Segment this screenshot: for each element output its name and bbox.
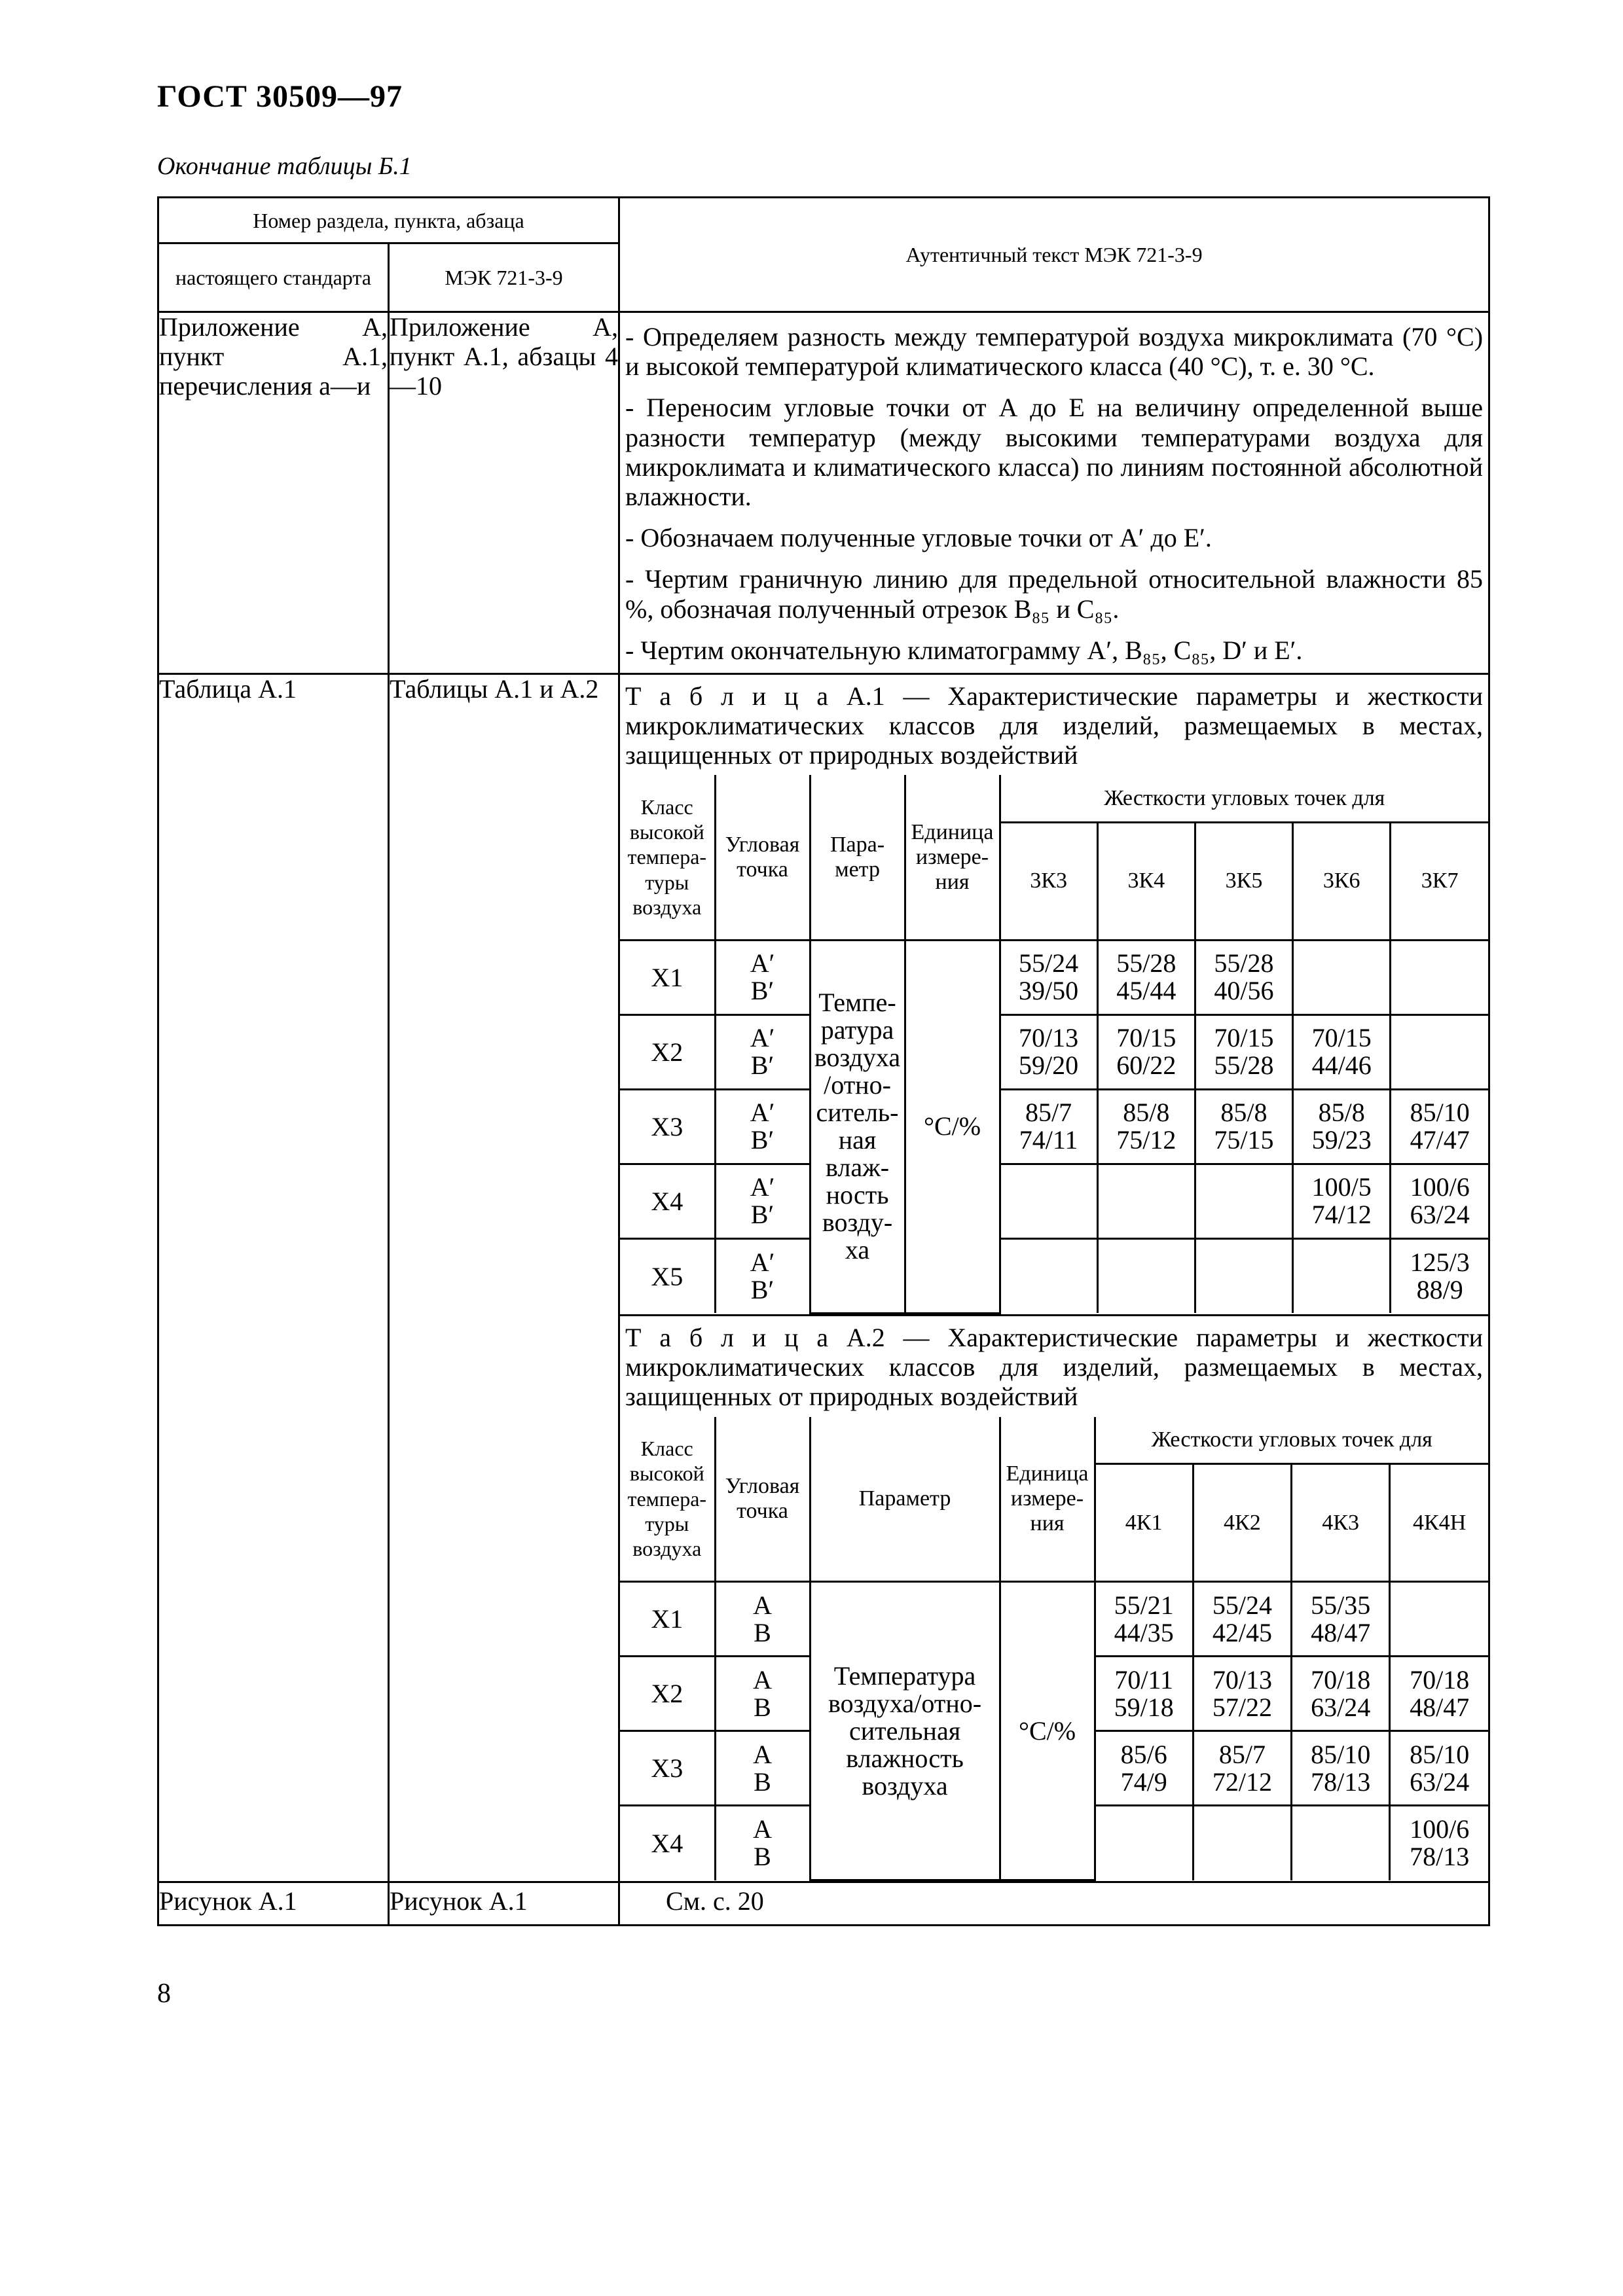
- a1-cell: [1000, 1164, 1097, 1238]
- a1-cell: [1097, 1164, 1195, 1238]
- a1-cell: 70/13 59/20: [1000, 1014, 1097, 1089]
- a2-param-header: Параметр: [810, 1417, 1000, 1582]
- a1-cell: 85/8 59/23: [1293, 1089, 1391, 1164]
- table-a1: [620, 775, 1488, 1314]
- a2-cell: [1193, 1806, 1291, 1880]
- paragraph: - Чертим граничную линию для предельной относительной влажности 85 %, обозначая полученный отрезок B₈₅ и C₈₅.: [625, 564, 1484, 624]
- table-row: [620, 1238, 1488, 1313]
- a1-row-points: A′ B′: [715, 940, 810, 1014]
- a2-cell: 70/11 59/18: [1095, 1657, 1193, 1731]
- row1-text: [619, 312, 1489, 674]
- a2-cell: 70/18 63/24: [1292, 1657, 1390, 1731]
- a2-cell: 85/7 72/12: [1193, 1731, 1291, 1806]
- a1-cell: 85/8 75/15: [1195, 1089, 1292, 1164]
- a1-cell: [1391, 1014, 1488, 1089]
- a1-cell: 55/28 40/56: [1195, 940, 1292, 1014]
- table-row: [620, 1582, 1488, 1657]
- a2-row-points: A B: [715, 1582, 810, 1657]
- a1-cell: 55/24 39/50: [1000, 940, 1097, 1014]
- a1-class-3k4: 3К4: [1097, 822, 1195, 940]
- a1-unit-header: Единица измере-ния: [905, 775, 1000, 940]
- a1-cell: 55/28 45/44: [1097, 940, 1195, 1014]
- a1-row-class: X5: [620, 1238, 715, 1313]
- row2-text: [619, 673, 1489, 1882]
- a1-cell: [1000, 1238, 1097, 1313]
- header-section-number: Номер раздела, пункта, абзаца: [158, 198, 619, 243]
- a1-cell: [1391, 940, 1488, 1014]
- a1-unit-value: °С/%: [905, 940, 1000, 1313]
- a2-unit-header: Единица измере-ния: [1000, 1417, 1095, 1582]
- a2-cell: [1292, 1806, 1390, 1880]
- table-row: [620, 1164, 1488, 1238]
- row2-iec: Таблицы А.1 и А.2: [389, 673, 619, 1882]
- a2-row-points: A B: [715, 1657, 810, 1731]
- a2-cell: [1095, 1806, 1193, 1880]
- a2-cell: 85/10 78/13: [1292, 1731, 1390, 1806]
- a1-class-3k7: 3К7: [1391, 822, 1488, 940]
- paragraph: - Обозначаем полученные угловые точки от А′ до Е′.: [625, 523, 1212, 553]
- page-number: 8: [157, 1979, 171, 2009]
- a1-row-points: A′ B′: [715, 1014, 810, 1089]
- row1-this-standard: Приложение А, пункт А.1, перечисления а—и: [158, 312, 389, 674]
- a1-cell: [1293, 940, 1391, 1014]
- a1-cell: [1293, 1238, 1391, 1313]
- a2-class-4k3: 4К3: [1292, 1464, 1390, 1582]
- a1-class-3k5: 3К5: [1195, 822, 1292, 940]
- header-iec: МЭК 721-3-9: [389, 243, 619, 312]
- a1-row-points: A′ B′: [715, 1164, 810, 1238]
- a1-row-class: X4: [620, 1164, 715, 1238]
- a1-row-class: X1: [620, 940, 715, 1014]
- a2-class-4k4h: 4К4Н: [1390, 1464, 1488, 1582]
- a1-cell: [1195, 1238, 1292, 1313]
- a2-cell: 55/35 48/47: [1292, 1582, 1390, 1657]
- a2-point-header: Угловая точка: [715, 1417, 810, 1582]
- a1-cell: 70/15 55/28: [1195, 1014, 1292, 1089]
- a2-cell: [1390, 1582, 1488, 1657]
- a1-row-points: A′ B′: [715, 1238, 810, 1313]
- table-a2: [620, 1417, 1488, 1882]
- a2-row-points: A B: [715, 1806, 810, 1880]
- row3-text: См. с. 20: [619, 1882, 1489, 1926]
- a2-row-class: X4: [620, 1806, 715, 1880]
- a2-row-class: X3: [620, 1731, 715, 1806]
- a1-cell: 100/5 74/12: [1293, 1164, 1391, 1238]
- a1-cell: [1097, 1238, 1195, 1313]
- table-a2-title: Т а б л и ц а А.2 — Характеристические параметры и жесткости микроклиматических классов для изделий, размещаемых в местах, защищенных от природных воздействий: [625, 1322, 1484, 1412]
- a1-class-3k6: 3К6: [1293, 822, 1391, 940]
- a1-class-3k3: 3К3: [1000, 822, 1097, 940]
- a2-class-header: Класс высокой темпера-туры воздуха: [620, 1417, 715, 1582]
- a2-cell: 55/24 42/45: [1193, 1582, 1291, 1657]
- a1-cell: 85/8 75/12: [1097, 1089, 1195, 1164]
- a2-cell: 85/6 74/9: [1095, 1731, 1193, 1806]
- a1-param-value: Темпе-ратура воздуха /отно-ситель-ная влаж-ность возду-ха: [810, 940, 905, 1313]
- table-row: [620, 1014, 1488, 1089]
- a1-cell: 70/15 60/22: [1097, 1014, 1195, 1089]
- a1-row-class: X3: [620, 1089, 715, 1164]
- a2-cell: 85/10 63/24: [1390, 1731, 1488, 1806]
- a2-cell: 100/6 78/13: [1390, 1806, 1488, 1880]
- a2-cell: 70/13 57/22: [1193, 1657, 1291, 1731]
- a2-class-4k2: 4К2: [1193, 1464, 1291, 1582]
- a1-severity-header: Жесткости угловых точек для: [1000, 775, 1488, 822]
- a2-severity-header: Жесткости угловых точек для: [1095, 1417, 1488, 1464]
- a1-row-class: X2: [620, 1014, 715, 1089]
- a1-class-header: Класс высокой темпера-туры воздуха: [620, 775, 715, 940]
- table-a1-title: Т а б л и ц а А.1 — Характеристические параметры и жесткости микроклиматических классов для изделий, размещаемых в местах, защищенных от природных воздействий: [625, 681, 1484, 770]
- row2-this-standard: Таблица А.1: [158, 673, 389, 1882]
- paragraph: - Определяем разность между температурой воздуха микроклимата (70 °С) и высокой температурой климатического класса (40 °С), т. е. 30 °С.: [625, 322, 1484, 382]
- a2-unit-value: °С/%: [1000, 1582, 1095, 1880]
- document-header: ГОСТ 30509—97: [157, 79, 403, 114]
- a1-cell: 70/15 44/46: [1293, 1014, 1391, 1089]
- a1-cell: 100/6 63/24: [1391, 1164, 1488, 1238]
- table-caption: Окончание таблицы Б.1: [157, 152, 412, 180]
- a1-point-header: Угловая точка: [715, 775, 810, 940]
- a1-param-header: Пара-метр: [810, 775, 905, 940]
- paragraph: - Чертим окончательную климатограмму А′, B₈₅, C₈₅, D′ и Е′.: [625, 635, 1303, 665]
- a2-cell: 55/21 44/35: [1095, 1582, 1193, 1657]
- a1-cell: 125/3 88/9: [1391, 1238, 1488, 1313]
- a2-param-value: Температура воздуха/отно-сительная влажность воздуха: [810, 1582, 1000, 1880]
- a2-cell: 70/18 48/47: [1390, 1657, 1488, 1731]
- header-authentic-text: Аутентичный текст МЭК 721-3-9: [619, 198, 1489, 312]
- a2-row-class: X2: [620, 1657, 715, 1731]
- row3-iec: Рисунок А.1: [389, 1882, 619, 1926]
- main-table: [157, 196, 1490, 1926]
- table-row: [620, 940, 1488, 1014]
- row1-iec: Приложение А, пункт А.1, абзацы 4—10: [389, 312, 619, 674]
- a2-row-class: X1: [620, 1582, 715, 1657]
- a1-cell: 85/10 47/47: [1391, 1089, 1488, 1164]
- row3-this-standard: Рисунок А.1: [158, 1882, 389, 1926]
- paragraph: - Переносим угловые точки от А до Е на величину определенной выше разности температур (между высокими температурами воздуха для микроклимата и климатического класса) по линиям постоянной абсолютной влажности.: [625, 393, 1484, 511]
- table-row: [620, 1089, 1488, 1164]
- a2-class-4k1: 4К1: [1095, 1464, 1193, 1582]
- a2-row-points: A B: [715, 1731, 810, 1806]
- a1-cell: [1195, 1164, 1292, 1238]
- a1-row-points: A′ B′: [715, 1089, 810, 1164]
- header-this-standard: настоящего стандарта: [158, 243, 389, 312]
- a1-cell: 85/7 74/11: [1000, 1089, 1097, 1164]
